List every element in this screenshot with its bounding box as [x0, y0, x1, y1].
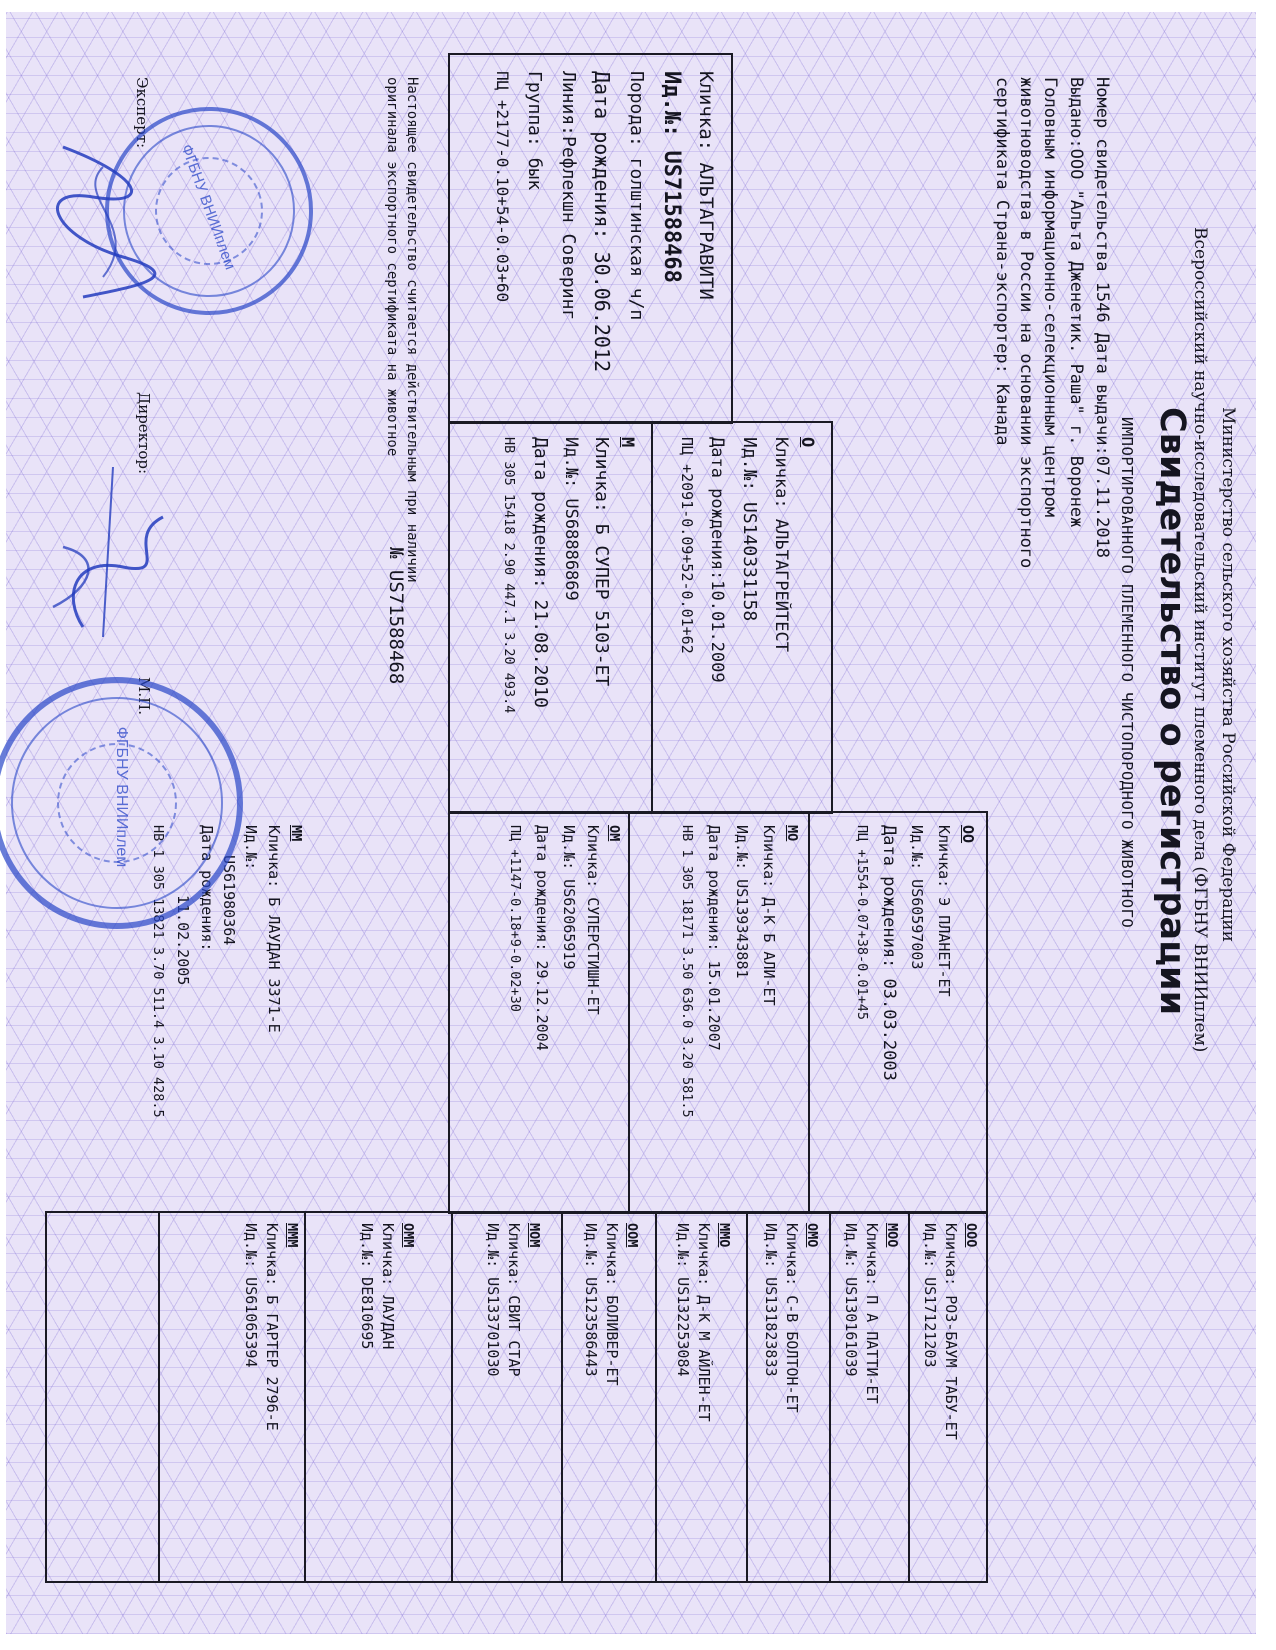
grandsire-paternal-card: ОО Кличка: Э ПЛАНЕТ-ЕТ Ид.№: US60597003 Дата рождения: 03.03.2003 ПЦ +1554-0.07+38-0.01+45 [854, 825, 977, 1081]
expert-label: Эксперт: [133, 77, 151, 149]
animal-card [487, 71, 723, 372]
official-seal-text [3, 677, 243, 917]
ggp-3: ОМО Кличка: С-В БОЛТОН-ЕТ Ид.№: US131823833 [762, 1223, 820, 1413]
expert-signature [33, 137, 163, 307]
validity-line-2: оригинала экспортного сертификата на животное [384, 77, 400, 457]
father-birth-date: Дата рождения:10.01.2009 [707, 437, 727, 683]
director-label: Директор: [135, 392, 153, 475]
grandsire-maternal-card: ОМ Кличка: СУПЕРСТИШН-ЕТ Ид.№: US62065919 Дата рождения: 29.12.2004 ПЦ +1147-0.18+9-0.02+30 [507, 825, 622, 1051]
ggp-8: МММ Кличка: Б ГАРТЕР 2796-Е Ид.№: US61065394 [242, 1223, 300, 1431]
animal-birth-date: Дата рождения: 30.06.2012 [590, 71, 614, 373]
animal-id: Ид.№: US71588468 [659, 71, 684, 283]
ggp-7: ОММ Кличка: ЛАУДАН Ид.№: DE810695 [358, 1223, 416, 1350]
father-tag: О [797, 437, 817, 448]
mp-label: М.П. [135, 677, 153, 715]
svg-text:ФГБНУ ВНИИплем: ФГБНУ ВНИИплем [113, 726, 130, 868]
institute-line: Всероссийский научно-исследовательский институт племенного дела (ФГБНУ ВНИИплем) [1190, 227, 1210, 1053]
animal-group: Группа: бык [524, 71, 545, 191]
mother-id: Ид.№: US68886869 [561, 437, 581, 601]
ggp-6: МОМ Кличка: СВИТ СТАР Ид.№: US133701030 [484, 1223, 542, 1377]
mother-card [494, 437, 638, 713]
validity-id: № US71588468 [385, 547, 407, 685]
director-signature [33, 457, 183, 647]
animal-pc: ПЦ +2177-0.10+54-0.03+60 [493, 71, 512, 303]
granddam-maternal-card: ММ Кличка: Б ЛАУДАН 3371-Е Ид.№: US61980364 Дата рождения: 11.02.2005 НВ 1 305 13821 3.70 511.4 3.10 428.5 [150, 825, 304, 1118]
animal-breed: Порода: голштинская ч/п [626, 71, 647, 321]
ministry-line: Министерство сельского хозяйства Российской Федерации [1218, 407, 1238, 942]
certificate-document [13, 0, 1263, 1609]
father-card [672, 437, 818, 683]
mother-birth-date: Дата рождения: 21.08.2010 [530, 437, 551, 708]
parents-divider [651, 421, 653, 814]
basis-line-3: сертификата Страна-экспортер: Канада [992, 77, 1012, 446]
ggp-1: ООО Кличка: РОЗ-БАУМ ТАБУ-ЕТ Ид.№: US17121203 [921, 1223, 979, 1440]
animal-name: Кличка: АЛЬТАГРАВИТИ [695, 71, 717, 300]
official-seal [0, 677, 243, 929]
basis-line-2: животноводства в России на основании экспортного [1016, 77, 1036, 569]
page-subtitle: ИМПОРТИРОВАННОГО ПЛЕМЕННОГО ЧИСТОПОРОДНОГО ЖИВОТНОГО [1118, 417, 1136, 929]
granddam-paternal-card: МО Кличка: Д-К Б АЛИ-ЕТ Ид.№: US139343881 Дата рождения: 15.01.2007 НВ 1 305 18171 3.50 636.0 3.20 581.5 [679, 825, 800, 1118]
ggp-4: ММО Кличка: Д-К М АЙЛЕН-ЕТ Ид.№: US132253084 [674, 1223, 732, 1422]
father-name: Кличка: АЛЬТАГРЕЙТЕСТ [771, 437, 791, 652]
ggp-2: МОО Кличка: П А ПАТТИ-ЕТ Ид.№: US130161039 [842, 1223, 900, 1404]
basis-line-1: Головным информационно-селекционным центром [1040, 77, 1060, 518]
mother-name: Кличка: Б СУПЕР 5103-ЕТ [591, 437, 612, 687]
father-id: Ид.№: US140331158 [739, 437, 760, 622]
father-pc: ПЦ +2091-0.09+52-0.01+62 [678, 437, 696, 654]
mother-performance: НВ 305 15418 2.90 447.1 3.20 493.4 [501, 437, 517, 714]
validity-line-1: Настоящее свидетельство считается действительным при наличии [404, 77, 420, 583]
mother-tag: М [617, 437, 637, 448]
ggp-5: ООМ Кличка: БОЛИВЕР-ЕТ Ид.№: US123586443 [582, 1223, 640, 1386]
svg-text:ФГБНУ ВНИИплем: ФГБНУ ВНИИплем [177, 142, 239, 272]
animal-line: Линия:Рефлекшн Соверинг [558, 71, 579, 321]
page-title: Свидетельство о регистрации [1152, 407, 1192, 1016]
gp-divider-2 [628, 811, 630, 1214]
certificate-number: Номер свидетельства 1546 Дата выдачи:07.11.2018 [1092, 77, 1112, 559]
issued-to: Выдано:ООО "Альта Дженетик. Раша" г. Воронеж [1066, 77, 1086, 528]
